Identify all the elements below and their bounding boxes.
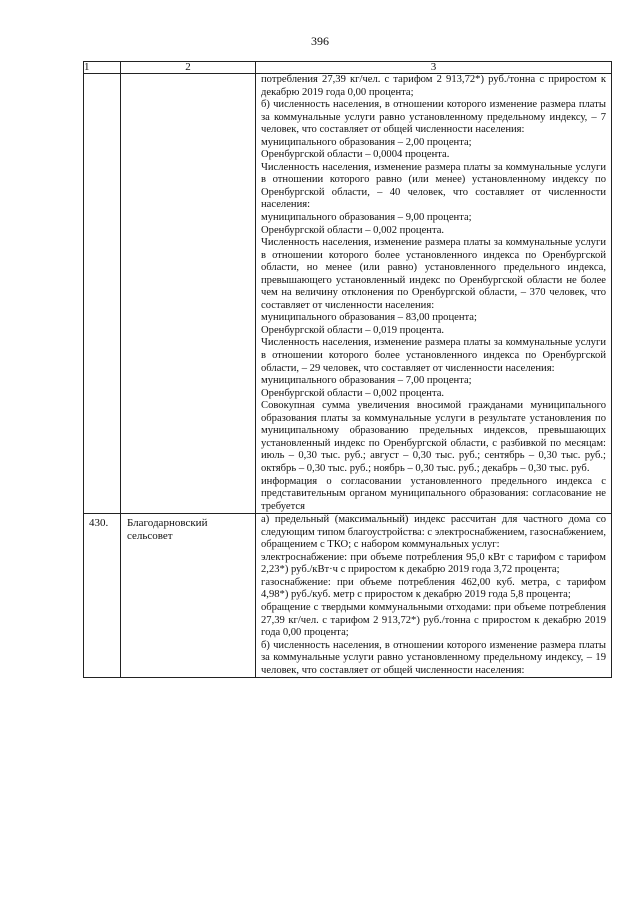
- page-number: 396: [311, 34, 329, 48]
- municipality-name-cell: Благодарновский сельсовет: [121, 514, 256, 678]
- header-col-2: 2: [121, 62, 256, 74]
- row-number-cell: [84, 74, 121, 514]
- table-row: [84, 74, 612, 514]
- description-line: муниципального образования – 83,00 процента;: [261, 312, 477, 324]
- description-cell: [256, 74, 612, 514]
- description-line: муниципального образования – 7,00 процента;: [261, 375, 472, 387]
- header-col-1: 1: [84, 62, 121, 74]
- description-line: Численность населения, изменение размера платы за коммунальные услуги в отношении которого более установленного индекса по Оренбургской области, но менее (или равно) установленного предельного индекса, превышающего установленный индекс по Оренбургской области не более чем на величину отклонения по Оренбургской области, – 370 человек, что составляет от численности населения:: [261, 237, 606, 311]
- description-line: электроснабжение: при объеме потребления 95,0 кВт с тарифом с тарифом 2,23*) руб./кВт·ч с приростом к декабрю 2019 года 3,72 процента;: [261, 551, 606, 576]
- description-line: б) численность населения, в отношении которого изменение размера платы за коммунальные услуги равно установленному предельному индексу, – 7 человек, что составляет от общей численности населения:: [261, 99, 606, 136]
- municipalities-table: [83, 61, 612, 678]
- municipality-name-cell: [121, 74, 256, 514]
- description-line: Численность населения, изменение размера платы за коммунальные услуги в отношении которого более установленного индекса по Оренбургской области, – 29 человек, что составляет от численности населения:: [261, 337, 606, 374]
- description-line: потребления 27,39 кг/чел. с тарифом 2 913,72*) руб./тонна с приростом к декабрю 2019 года 0,00 процента;: [261, 74, 606, 98]
- description-line: Численность населения, изменение размера платы за коммунальные услуги в отношении которого равно (или менее) установленному индексу по Оренбургской области, – 40 человек, что составляет от численности населения:: [261, 161, 606, 211]
- description-line: газоснабжение: при объеме потребления 462,00 куб. метра, с тарифом 4,98*) руб./куб. метр с приростом к декабрю 2019 года 5,8 процента;: [261, 576, 606, 601]
- description-line: Оренбургской области – 0,0004 процента.: [261, 149, 450, 161]
- description-line: Совокупная сумма увеличения вносимой гражданами муниципального образования платы за коммунальные услуги в результате установления по муниципальному образованию предельных индексов, превышающих установленный индекс по Оренбургской области, с разбивкой по месяцам: июль – 0,30 тыс. руб.; август – 0,30 тыс. руб.; сентябрь – 0,30 тыс. руб.; октябрь – 0,30 тыс. руб.; ноябрь – 0,30 тыс. руб.; декабрь – 0,30 тыс. руб.: [261, 400, 606, 474]
- header-col-3: 3: [256, 62, 612, 74]
- description-cell: [256, 514, 612, 678]
- description-line: а) предельный (максимальный) индекс рассчитан для частного дома со следующим типом благоустройства: с электроснабжением, газоснабжением, обращением с ТКО; с набором коммунальных услуг:: [261, 514, 606, 551]
- table-row: [84, 514, 612, 678]
- table-header-row: [84, 62, 612, 74]
- description-line: Оренбургской области – 0,002 процента.: [261, 224, 445, 236]
- description-line: обращение с твердыми коммунальными отходами: при объеме потребления 27,39 кг/чел. с тарифом 2 913,72*) руб./тонна с приростом к декабрю 2019 года 0,00 процента;: [261, 601, 606, 639]
- description-line: Оренбургской области – 0,019 процента.: [261, 324, 445, 336]
- row-number-cell: 430.: [84, 514, 121, 678]
- description-line: муниципального образования – 9,00 процента;: [261, 212, 472, 224]
- description-line: информация о согласовании установленного предельного индекса с представительным органом муниципального образования: согласование не требуется: [261, 475, 606, 512]
- description-line: б) численность населения, в отношении которого изменение размера платы за коммунальные услуги равно установленному предельному индексу, – 19 человек, что составляет от общей численности населения:: [261, 639, 606, 676]
- description-line: Оренбургской области – 0,002 процента.: [261, 387, 445, 399]
- description-line: муниципального образования – 2,00 процента;: [261, 136, 472, 148]
